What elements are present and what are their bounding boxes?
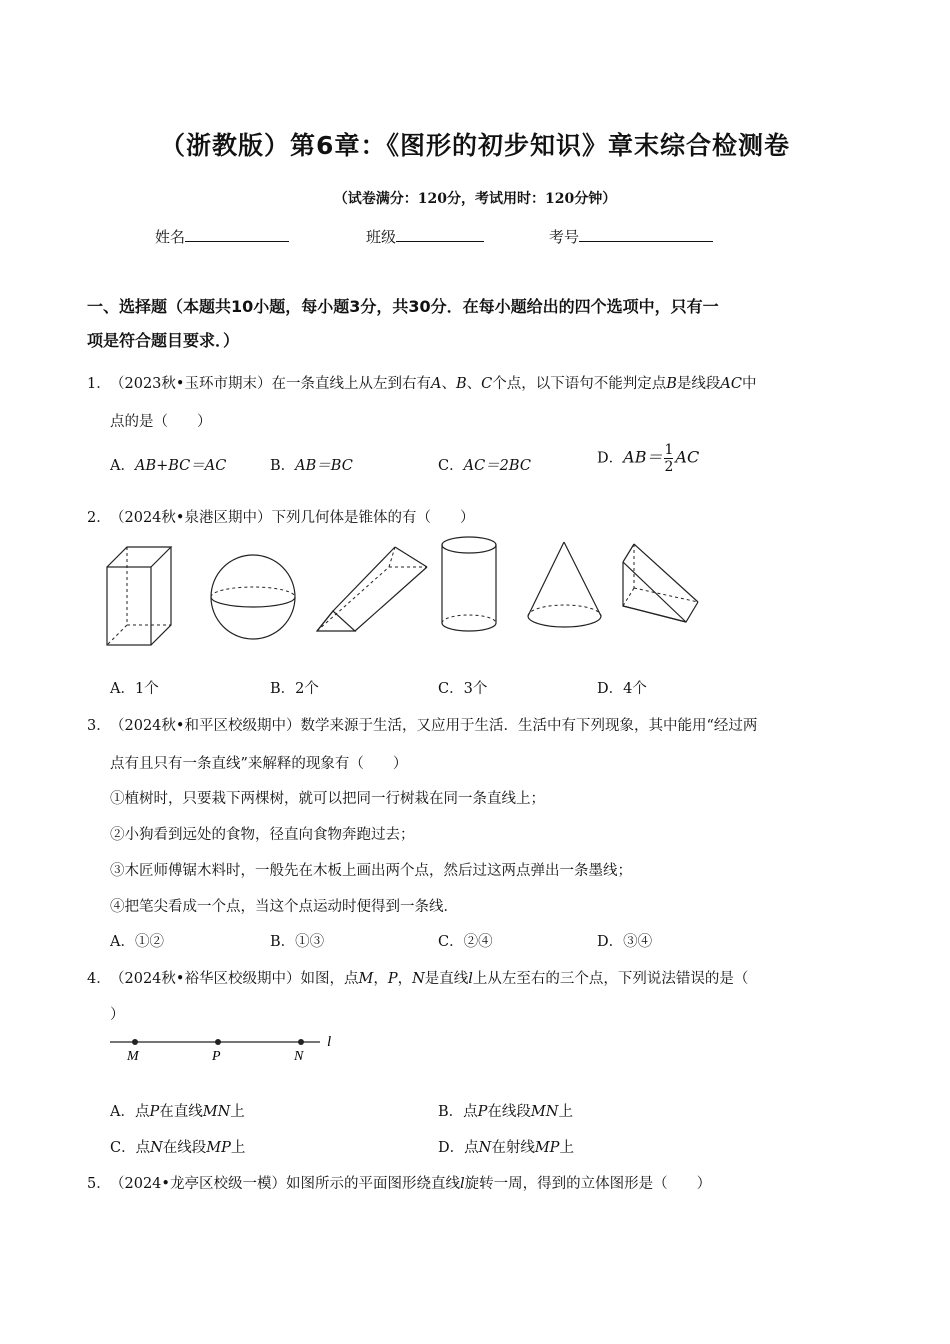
q4-text: ， (397, 971, 413, 987)
q4-var: P (387, 971, 398, 987)
point-n-label: N (294, 1049, 304, 1064)
cone-figure (525, 540, 605, 632)
q1-text: 、 (466, 376, 482, 392)
q1-option-c (438, 454, 531, 475)
option-text: B．点 (438, 1104, 478, 1120)
option-expr: AC＝2BC (463, 458, 531, 474)
triangular-prism-figure (315, 545, 430, 635)
q1-text: 、 (441, 376, 456, 392)
q3-stem-line1: （2024秋•和平区校级期中）数学来源于生活，又应用于生活．生活中有下列现象，其中能用“经过两 (110, 718, 758, 734)
option-text: 在直线 (159, 1104, 203, 1120)
q2-option-a: A．1个 (110, 681, 159, 697)
q3-option-b: B．①③ (270, 934, 325, 950)
q4-option-d (438, 1136, 574, 1157)
id-blank (579, 225, 713, 242)
q1-text: 是线段 (676, 376, 721, 392)
q5-text: （2024•龙亭区校级一模）如图所示的平面图形绕直线 (110, 1176, 460, 1192)
q1-stem-line1 (110, 372, 756, 393)
section-heading-line2: 项是符合题目要求．） (87, 331, 240, 350)
option-expr: AB+BC＝AC (134, 458, 227, 474)
option-expr: AB＝BC (295, 458, 353, 474)
fraction-numerator: 1 (664, 442, 674, 458)
class-blank (396, 225, 484, 242)
q4-option-a (110, 1100, 245, 1121)
q1-option-b (270, 454, 353, 475)
q1-option-d (597, 442, 699, 475)
q4-stem-line1 (110, 967, 748, 988)
cuboid-figure (105, 545, 175, 647)
exam-subtitle: （试卷满分：120分，考试用时：120分钟） (333, 191, 617, 207)
triangular-prism-upright-figure (620, 542, 702, 624)
class-label: 班级 (366, 228, 397, 246)
id-field (549, 225, 713, 247)
option-var: P (149, 1104, 160, 1120)
option-var: MP (534, 1140, 560, 1156)
section-heading (87, 290, 867, 358)
q2-stem: （2024秋•泉港区期中）下列几何体是锥体的有（ ） (110, 510, 475, 526)
option-text: 上 (558, 1104, 573, 1120)
q4-text: 是直线 (424, 971, 469, 987)
q1-text: 中 (741, 376, 757, 392)
option-var: MN (202, 1104, 231, 1120)
q2-option-b: B．2个 (270, 681, 319, 697)
option-text: C．点 (110, 1140, 151, 1156)
name-field (155, 225, 289, 247)
q1-var: AC (720, 376, 742, 392)
option-letter: C． (438, 458, 464, 474)
point-p (215, 1039, 221, 1045)
option-var: MN (530, 1104, 559, 1120)
q3-option-d: D．③④ (597, 934, 653, 950)
option-var: MP (206, 1140, 231, 1156)
q3-stem-line2: 点有且只有一条直线”来解释的现象有（ ） (110, 756, 408, 772)
option-text: A．点 (110, 1104, 150, 1120)
option-letter: B． (270, 458, 296, 474)
option-var: P (477, 1104, 488, 1120)
q4-stem-line2: ） (110, 1007, 125, 1023)
q4-var: l (468, 971, 473, 987)
option-text: 在射线 (491, 1140, 535, 1156)
q1-var: B (455, 376, 467, 392)
q1-var: C (481, 376, 493, 392)
q1-source: （2023秋•玉环市期末） (110, 376, 272, 392)
point-m-label: M (127, 1049, 139, 1064)
q3-item-1: ①植树时，只要栽下两棵树，就可以把同一行树栽在同一条直线上； (110, 791, 545, 807)
id-label: 考号 (549, 228, 580, 246)
q4-line-figure (108, 1030, 343, 1064)
q3-item-4: ④把笔尖看成一个点，当这个点运动时便得到一条线． (110, 899, 458, 915)
option-var: N (150, 1140, 163, 1156)
option-var: N (478, 1140, 492, 1156)
q3-option-c: C．②④ (438, 934, 493, 950)
option-text: D．点 (438, 1140, 479, 1156)
option-text: 上 (559, 1140, 574, 1156)
name-label: 姓名 (155, 228, 186, 246)
q5-number: 5． (87, 1176, 111, 1192)
q4-option-b (438, 1100, 573, 1121)
option-letter: A． (110, 458, 135, 474)
point-m (132, 1039, 138, 1045)
q4-text: （2024秋•裕华区校级期中）如图，点 (110, 971, 359, 987)
q3-item-3: ③木匠师傅锯木料时，一般先在木板上画出两个点，然后过这两点弹出一条墨线； (110, 863, 632, 879)
q2-option-c: C．3个 (438, 681, 488, 697)
q4-text: 上从左至右的三个点，下列说法错误的是（ (472, 971, 749, 987)
section-heading-line1: 一、选择题（本题共10小题，每小题3分，共30分．在每小题给出的四个选项中，只有一 (87, 297, 719, 316)
option-letter: D． (597, 450, 624, 467)
q1-var: B (666, 376, 677, 392)
q3-number: 3． (87, 718, 111, 734)
q3-item-2: ②小狗看到远处的食物，径直向食物奔跑过去； (110, 827, 415, 843)
q1-option-a (110, 454, 226, 475)
q5-text: 旋转一周，得到的立体图形是（ ） (464, 1176, 712, 1192)
q2-number: 2． (87, 510, 111, 526)
q4-number: 4． (87, 971, 111, 987)
fraction (664, 442, 673, 475)
fraction-denominator: 2 (664, 459, 674, 475)
name-blank (185, 225, 289, 242)
option-text: 在线段 (487, 1104, 531, 1120)
point-n (298, 1039, 304, 1045)
option-text: 上 (230, 1140, 246, 1156)
option-text: 在线段 (162, 1140, 207, 1156)
q1-stem-line2: 点的是（ ） (110, 414, 212, 430)
q4-text: ， (373, 971, 388, 987)
option-text: 上 (230, 1104, 245, 1120)
cylinder-figure (440, 535, 500, 635)
option-expr: AB＝ (623, 447, 663, 467)
point-p-label: P (212, 1049, 221, 1064)
q4-option-c (110, 1136, 245, 1157)
q5-var: l (459, 1176, 465, 1192)
option-expr: AC (675, 447, 700, 467)
class-field (366, 225, 484, 247)
q3-option-a: A．①② (110, 934, 164, 950)
q1-number: 1． (87, 376, 111, 392)
q5-stem (110, 1172, 711, 1193)
q2-option-d: D．4个 (597, 681, 647, 697)
line-l-label: l (327, 1034, 332, 1050)
q1-text: 个点，以下语句不能判定点 (492, 376, 667, 392)
q4-var: M (358, 971, 374, 987)
q4-var: N (412, 971, 425, 987)
q1-text: 在一条直线上从左到右有 (271, 376, 431, 392)
q1-var: A (430, 376, 442, 392)
page-title: （浙教版）第6章：《图形的初步知识》章末综合检测卷 (160, 131, 790, 160)
sphere-figure (210, 554, 296, 640)
